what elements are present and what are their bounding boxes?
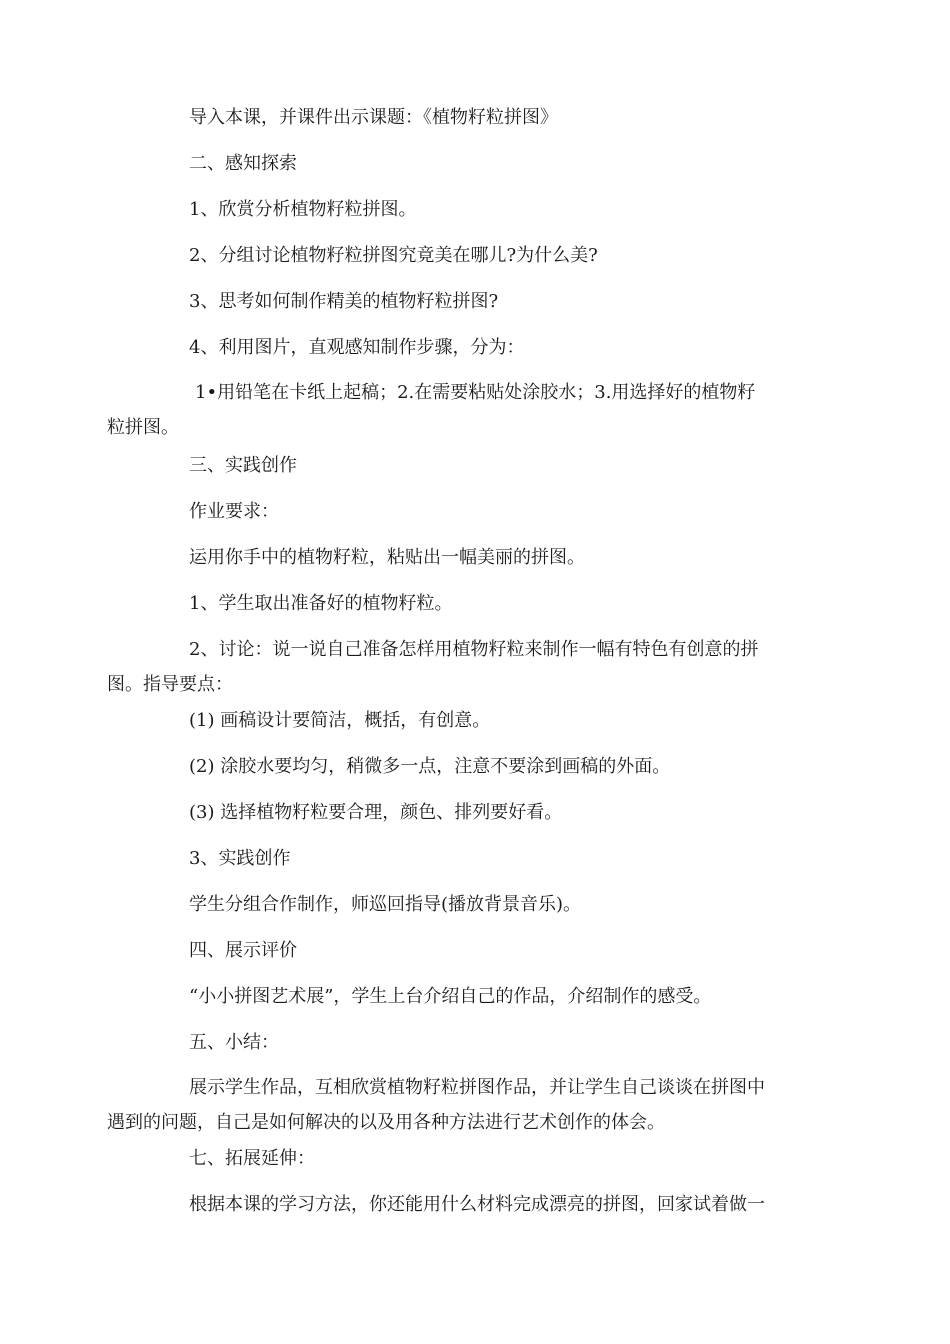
discussion-line-1: 2、讨论：说一说自己准备怎样用植物籽粒来制作一幅有特色有创意的拼 bbox=[189, 639, 759, 660]
practice-step-3: 3、实践创作 bbox=[189, 848, 291, 869]
summary-line-2: 遇到的问题，自己是如何解决的以及用各种方法进行艺术创作的体会。 bbox=[107, 1112, 665, 1133]
discussion-paragraph bbox=[107, 632, 829, 702]
section-heading-2: 二、感知探索 bbox=[189, 153, 297, 174]
step-2: 2、分组讨论植物籽粒拼图究竟美在哪儿?为什么美? bbox=[189, 245, 598, 266]
homework-label: 作业要求： bbox=[189, 501, 279, 522]
step-4: 4、利用图片，直观感知制作步骤，分为： bbox=[189, 337, 525, 358]
summary-paragraph bbox=[107, 1070, 829, 1140]
practice-step-1: 1、学生取出准备好的植物籽粒。 bbox=[189, 593, 453, 614]
steps-paragraph bbox=[107, 375, 829, 445]
step-3: 3、思考如何制作精美的植物籽粒拼图? bbox=[189, 291, 499, 312]
section-heading-4: 四、展示评价 bbox=[189, 940, 297, 961]
extension-text: 根据本课的学习方法，你还能用什么材料完成漂亮的拼图，回家试着做一 bbox=[189, 1194, 765, 1215]
guideline-2: (2) 涂胶水要均匀，稍微多一点，注意不要涂到画稿的外面。 bbox=[189, 756, 671, 777]
guideline-1: (1) 画稿设计要简洁，概括，有创意。 bbox=[189, 710, 491, 731]
intro-line: 导入本课，并课件出示课题：《植物籽粒拼图》 bbox=[189, 107, 558, 128]
group-work-text: 学生分组合作制作，师巡回指导(播放背景音乐)。 bbox=[189, 894, 582, 915]
section-heading-3: 三、实践创作 bbox=[189, 455, 297, 476]
exhibition-text: “小小拼图艺术展”，学生上台介绍自己的作品，介绍制作的感受。 bbox=[189, 986, 712, 1007]
section-heading-5: 五、小结： bbox=[189, 1032, 279, 1053]
homework-text: 运用你手中的植物籽粒，粘贴出一幅美丽的拼图。 bbox=[189, 547, 585, 568]
steps-line-2: 粒拼图。 bbox=[107, 417, 179, 438]
section-heading-7: 七、拓展延伸： bbox=[189, 1148, 315, 1169]
steps-line-1: 1•用铅笔在卡纸上起稿；2.在需要粘贴处涂胶水；3.用选择好的植物籽 bbox=[195, 382, 756, 403]
summary-line-1: 展示学生作品，互相欣赏植物籽粒拼图作品，并让学生自己谈谈在拼图中 bbox=[189, 1077, 765, 1098]
guideline-3: (3) 选择植物籽粒要合理，颜色、排列要好看。 bbox=[189, 802, 563, 823]
discussion-line-2: 图。指导要点： bbox=[107, 674, 233, 695]
step-1: 1、欣赏分析植物籽粒拼图。 bbox=[189, 199, 417, 220]
